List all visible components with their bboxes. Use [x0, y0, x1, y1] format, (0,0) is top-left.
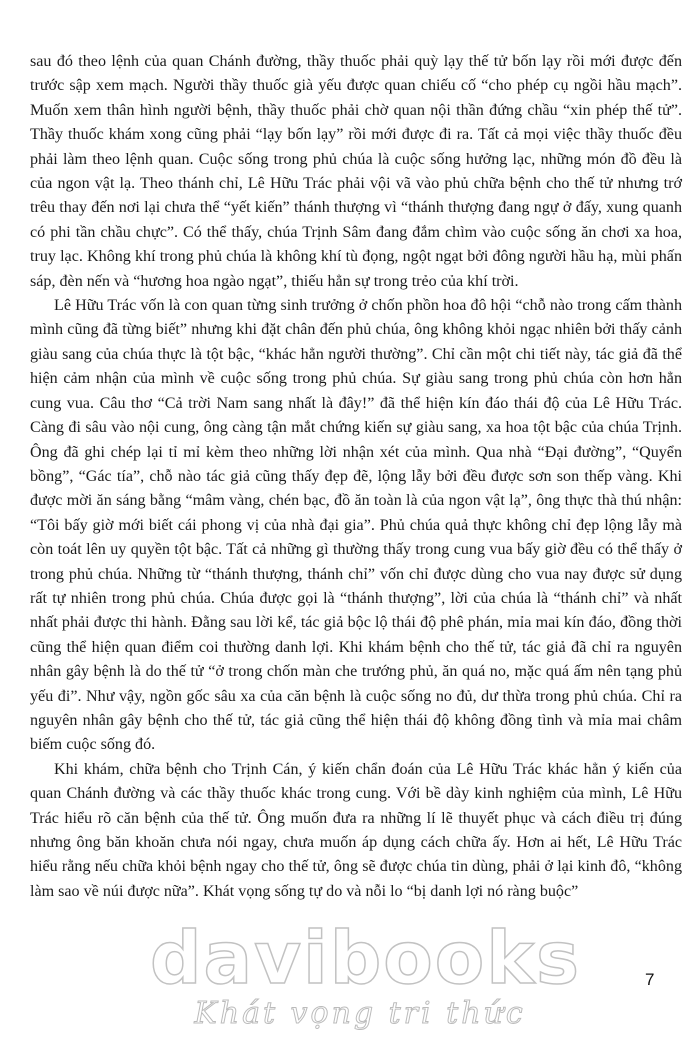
- page-body: [30, 50, 682, 904]
- paragraph-2: Lê Hữu Trác vốn là con quan từng sinh trưởng ở chốn phồn hoa đô hội “chỗ nào trong cấm thành mình cũng đã từng biết” nhưng khi đặt chân đến phủ chúa, ông không khỏi ngạc nhiên bởi thấy cảnh giàu sang của chúa thực là tột bậc, “khác hẳn người thường”. Chỉ cần một chi tiết này, tác giả đã thể hiện cảm nhận của mình về cuộc sống trong phủ chúa. Sự giàu sang trong phủ chúa còn hơn hẳn cung vua. Câu thơ “Cả trời Nam sang nhất là đây!” đã thể hiện kín đáo thái độ của Lê Hữu Trác. Càng đi sâu vào nội cung, ông càng tận mắt chứng kiến sự giàu sang, xa hoa tột bậc của chúa Trịnh. Ông đã ghi chép lại tỉ mỉ kèm theo những lời nhận xét của mình. Qua nhà “Đại đường”, “Quyển bồng”, “Gác tía”, chỗ nào tác giả cũng thấy đẹp đẽ, lộng lẫy bởi đều được sơn son thếp vàng. Khi được mời ăn sáng bằng “mâm vàng, chén bạc, đồ ăn toàn là của ngon vật lạ”, ông thực thà thú nhận: “Tôi bấy giờ mới biết cái phong vị của nhà đại gia”. Phủ chúa quả thực không chỉ đẹp lộng lẫy mà còn toát lên uy quyền tột bậc. Tất cả những gì thường thấy trong cung vua bấy giờ đều có thể thấy ở trong phủ chúa. Những từ “thánh thượng, thánh chỉ” vốn chỉ được dùng cho vua nay được sử dụng rất tự nhiên trong phủ chúa. Chúa được gọi là “thánh thượng”, lời của chúa là “thánh chỉ” và nhất nhất phải được thi hành. Đằng sau lời kể, tác giả bộc lộ thái độ phê phán, mỉa mai kín đáo, đồng thời cũng thể hiện quan điểm coi thường danh lợi. Khi khám bệnh cho thế tử, tác giả đã chỉ ra nguyên nhân gây bệnh là do thế tử “ở trong chốn màn che trướng phủ, ăn quá no, mặc quá ấm nên tạng phủ yếu đi”. Như vậy, ngồn gốc sâu xa của căn bệnh là cuộc sống no đủ, dư thừa trong phủ chúa. Chỉ ra nguyên nhân gây bệnh cho thế tử, tác giả cũng thể hiện thái độ không đồng tình và mỉa mai châm biếm cuộc sống đó.: [30, 297, 682, 754]
- watermark-logo: davibooks: [150, 916, 581, 1000]
- paragraph-3: Khi khám, chữa bệnh cho Trịnh Cán, ý kiến chẩn đoán của Lê Hữu Trác khác hẳn ý kiến của quan Chánh đường và các thầy thuốc khác trong cung. Với bề dày kinh nghiệm của mình, Lê Hữu Trác hiểu rõ căn bệnh của thế tử. Ông muốn đưa ra những lí lẽ thuyết phục và cách điều trị đúng nhưng ông băn khoăn chưa nói ngay, chưa muốn áp dụng cách chữa ấy. Hơn ai hết, Lê Hữu Trác hiểu rằng nếu chữa khỏi bệnh ngay cho thế tử, ông sẽ được chúa tin dùng, phải ở lại kinh đô, “không làm sao về núi được nữa”. Khát vọng sống tự do và nỗi lo “bị danh lợi nó ràng buộc”: [30, 760, 682, 900]
- page-number: 7: [645, 970, 655, 989]
- paragraph-1: sau đó theo lệnh của quan Chánh đường, thầy thuốc phải quỳ lạy thế tử bốn lạy rồi mới được đến trước sập xem mạch. Người thầy thuốc già yếu được quan chiếu cố “cho phép cụ ngồi hầu mạch”. Muốn xem thân hình người bệnh, thầy thuốc phải chờ quan nội thần đứng chầu “xin phép thế tử”. Thầy thuốc khám xong cũng phải “lạy bốn lạy” rồi mới được đi ra. Tất cả mọi việc thầy thuốc đều phải làm theo lệnh quan. Cuộc sống trong phủ chúa là cuộc sống hưởng lạc, những món đồ đều là của ngon vật lạ. Theo thánh chỉ, Lê Hữu Trác phải vội vã vào phủ chữa bệnh cho thế tử nhưng trớ trêu thay đến nơi lại chưa thể “yết kiến” thánh thượng vì “thánh thượng đang ngự ở đấy, xung quanh có phi tần chầu chực”. Có thể thấy, chúa Trịnh Sâm đang đắm chìm vào cuộc sống ăn chơi xa hoa, truy lạc. Không khí trong phủ chúa là không khí tù đọng, ngột ngạt bởi đông người hầu hạ, mùi phấn sáp, đèn nến và “hương hoa ngào ngạt”, thiếu hẳn sự trong trẻo của khí trời.: [30, 53, 682, 290]
- watermark-slogan: Khát vọng tri thức: [194, 996, 526, 1031]
